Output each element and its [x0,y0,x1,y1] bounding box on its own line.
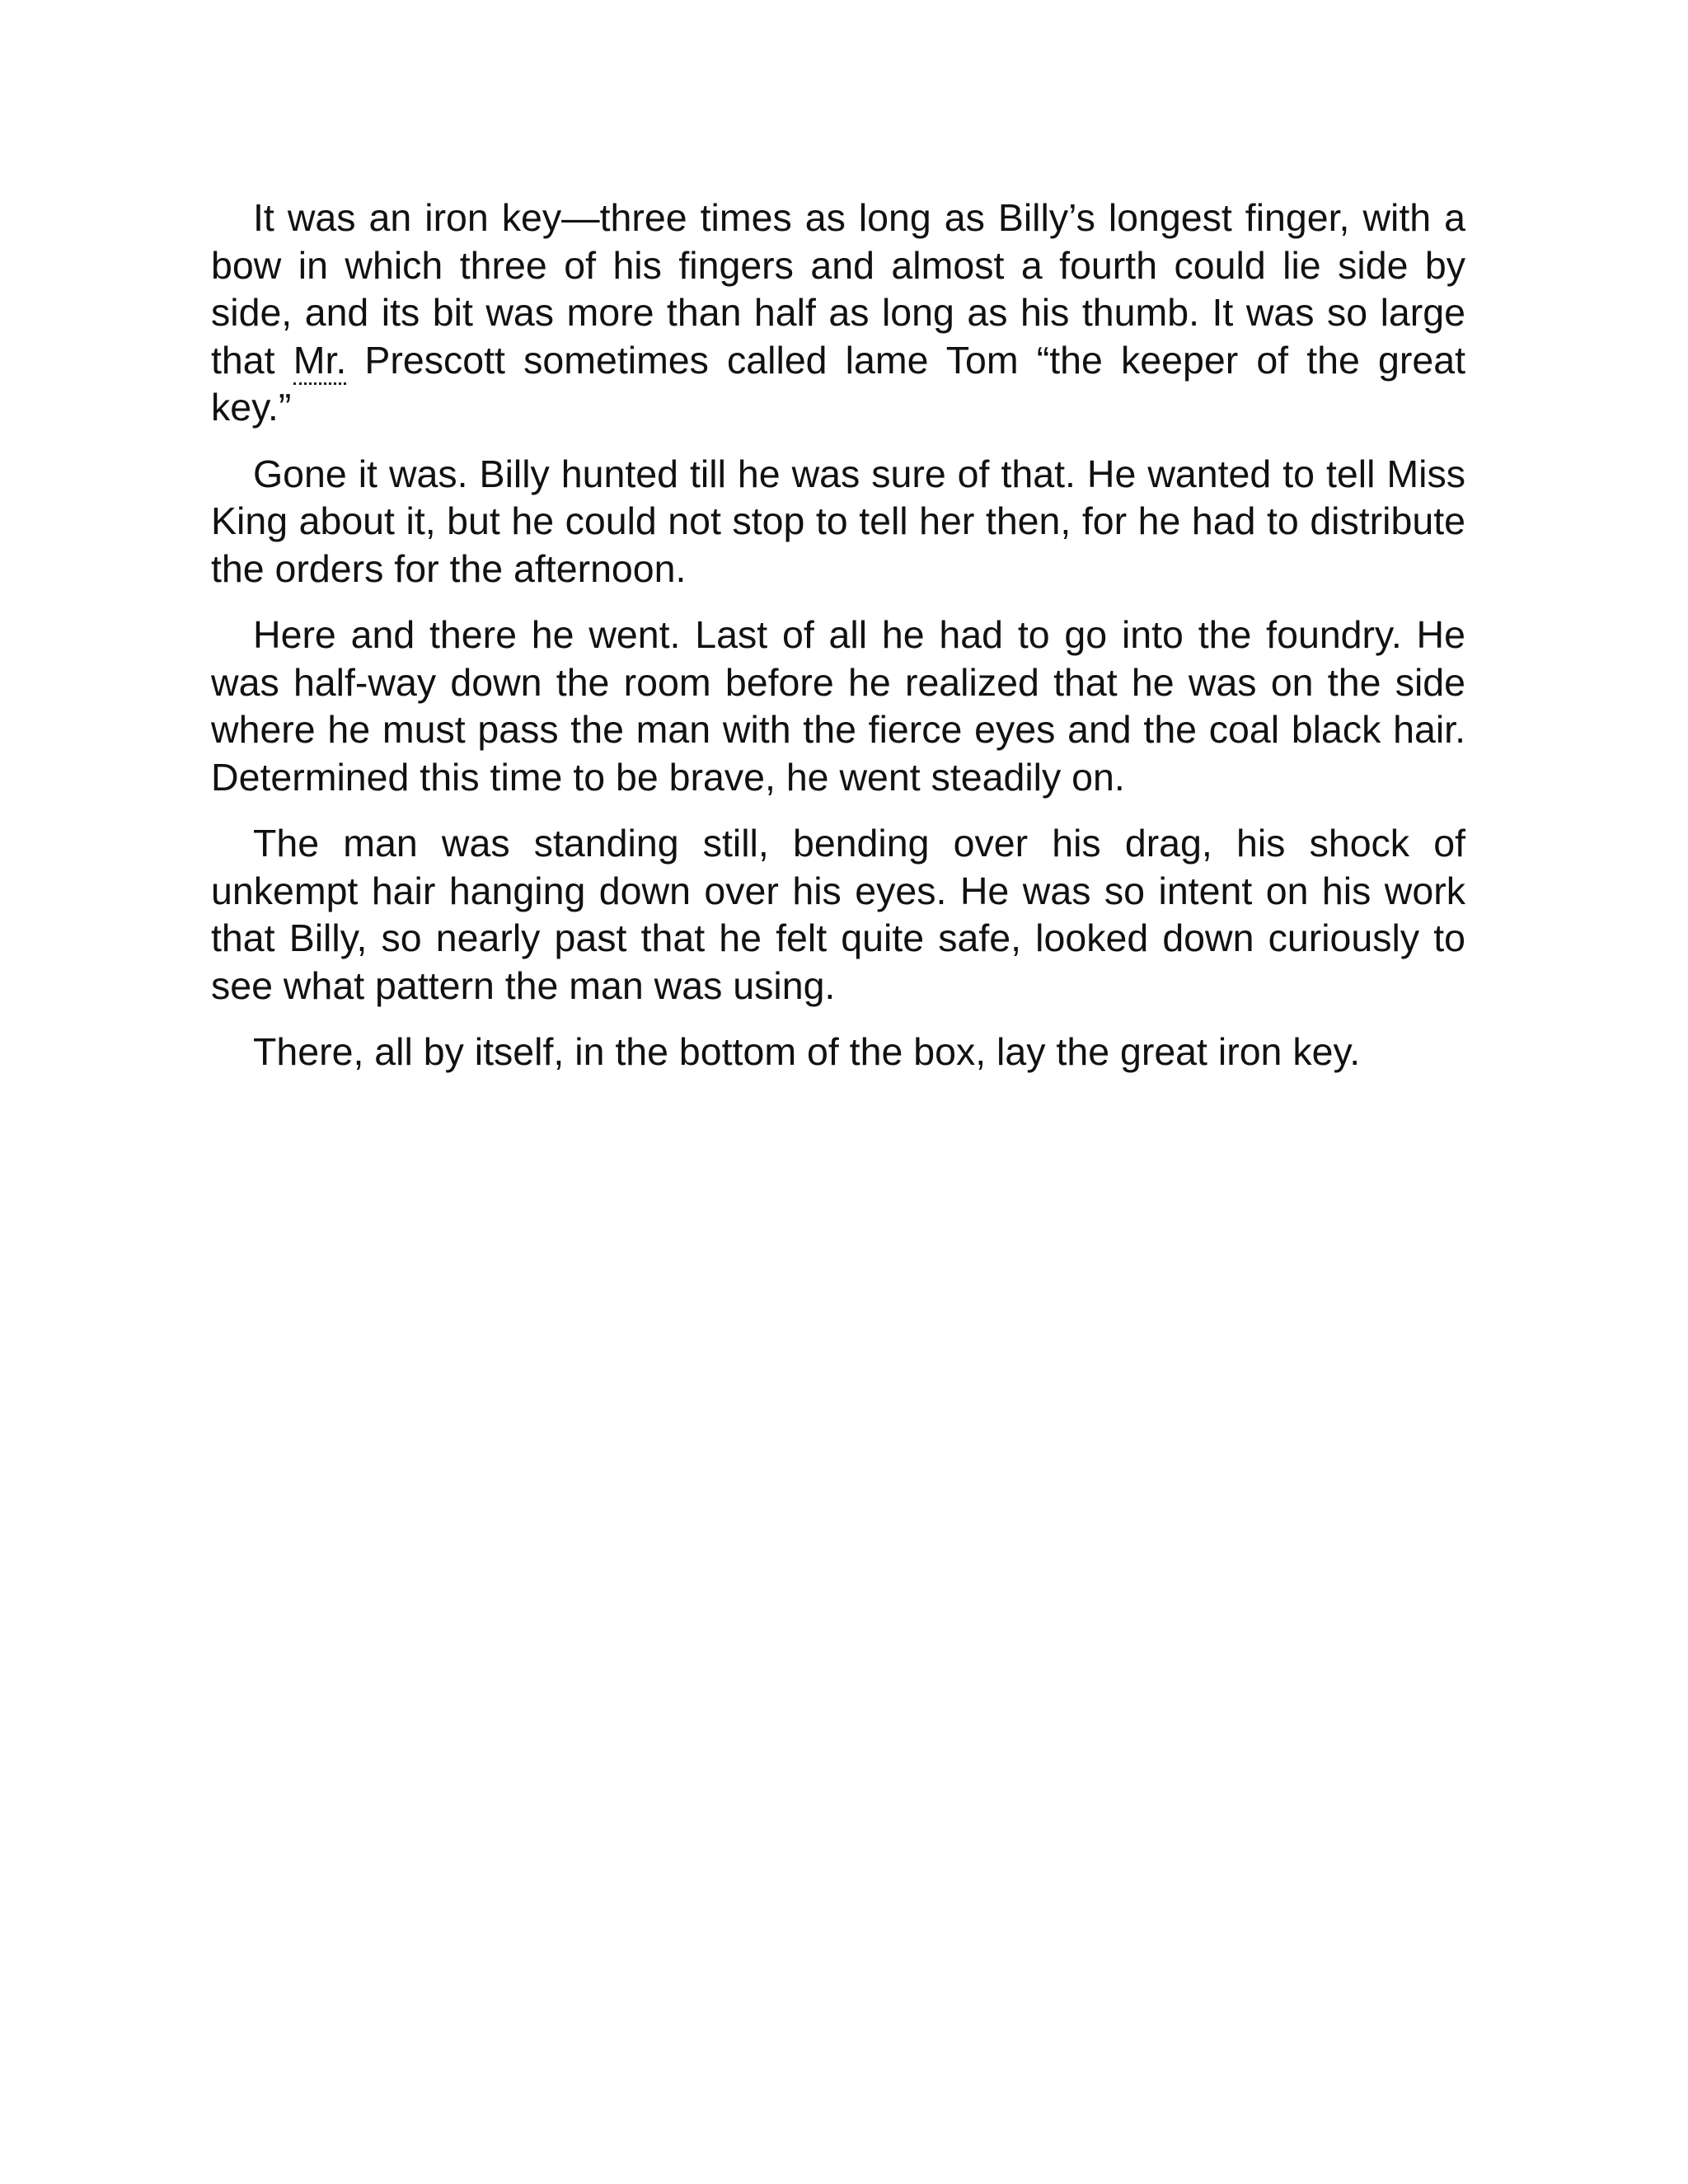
paragraph-1-text-start: It was an iron key—three times as long as Billy’s longest finger, with a bow in which three of his fingers and almost a fourth could lie side by side, and its bit was more than half as long as his thumb. It was so large that [211,196,1465,382]
paragraph-4: The man was standing still, bending over his drag, his shock of unkempt hair hanging down over his eyes. He was so intent on his work that Billy, so nearly past that he felt quite safe, looked down curiously to see what pattern the man was using. [211,822,1465,1007]
paragraph-3: Here and there he went. Last of all he had to go into the foundry. He was half-way down the room before he realized that he was on the side where he must pass the man with the fierce eyes and the coal black hair. Determined this time to be brave, he went steadily on. [211,613,1465,799]
paragraph-5: There, all by itself, in the bottom of the box, lay the great iron key. [253,1030,1361,1073]
paragraph-1-text-end: Prescott sometimes called lame Tom “the keeper of the great key.” [211,338,1465,429]
paragraph-1 [211,194,1465,432]
abbreviation-mr: Mr. [293,339,347,385]
document-page [211,194,1465,1095]
paragraph-2: Gone it was. Billy hunted till he was sure of that. He wanted to tell Miss King about it, but he could not stop to tell her then, for he had to distribute the orders for the afternoon. [211,452,1465,590]
